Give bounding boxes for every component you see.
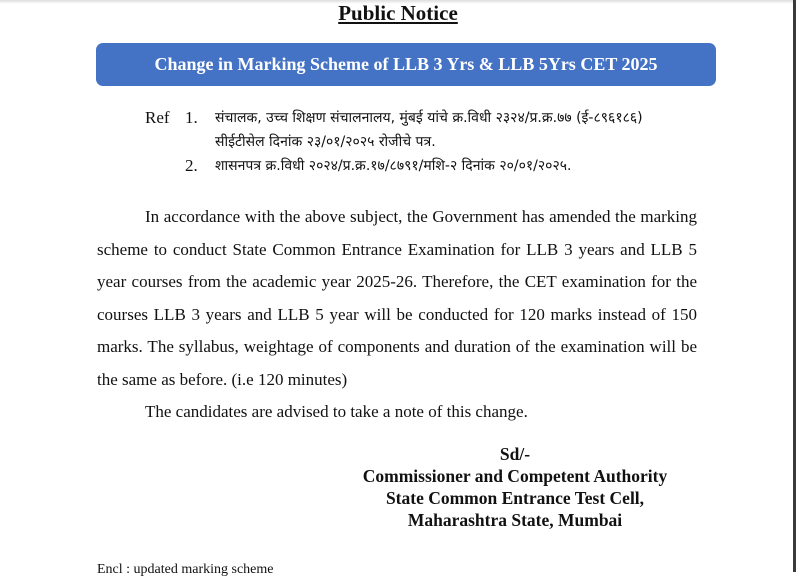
reference-item — [145, 106, 695, 154]
ref-number: 2. — [185, 156, 198, 175]
ref-text: शासनपत्र क्र.विधी २०२४/प्र.क्र.१७/८७९१/मशि-२ दिनांक २०/०१/२०२५. — [215, 158, 572, 174]
notice-body — [97, 201, 697, 429]
body-paragraph: The candidates are advised to take a note of this change. — [145, 402, 528, 421]
page-title: Public Notice — [338, 1, 458, 25]
body-paragraph: In accordance with the above subject, the Government has amended the marking scheme to conduct State Common Entrance Examination for LLB 3 years and LLB 5 year courses from the academic year 2025-26. Therefore, the CET examination for the courses LLB 3 years and LLB 5 year will be conducted for 120 marks instead of 150 marks. The syllabus, weightage of components and duration of the examination will be the same as before. (i.e 120 minutes) — [97, 207, 697, 389]
signatory-location: Maharashtra State, Mumbai — [407, 510, 623, 530]
signatory-title: Commissioner and Competent Authority — [362, 466, 668, 486]
sd-mark: Sd/- — [499, 444, 531, 464]
ref-number: 1. — [185, 108, 198, 127]
ref-text: संचालक, उच्च शिक्षण संचालनालय, मुंबई यांचे क्र.विधी २३२४/प्र.क्र.७७ (ई-८९६१८६) सीईटीसेल दिनांक २३/०१/२०२५ रोजीचे पत्र. — [215, 110, 643, 150]
reference-item — [145, 154, 695, 178]
references — [145, 106, 695, 178]
enclosure-note: Encl : updated marking scheme — [97, 562, 274, 577]
signature-block — [330, 443, 700, 531]
signatory-office: State Common Entrance Test Cell, — [385, 488, 645, 508]
ref-label: Ref — [145, 108, 170, 127]
subject-banner: Change in Marking Scheme of LLB 3 Yrs & LLB 5Yrs CET 2025 — [96, 43, 716, 86]
